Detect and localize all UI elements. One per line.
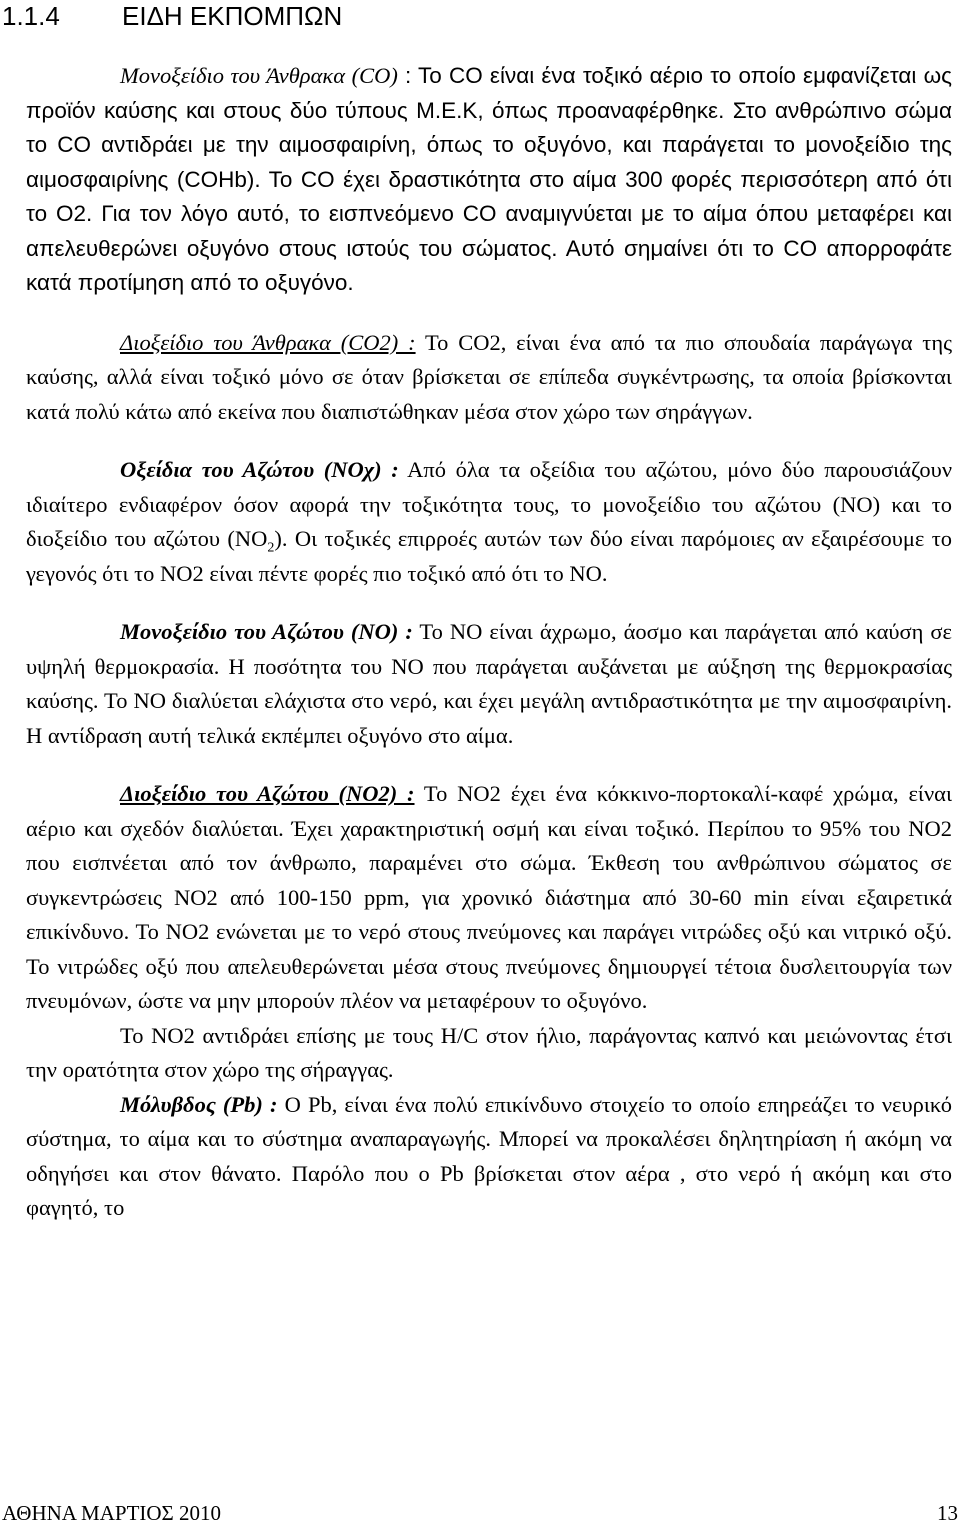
term-co: Μονοξείδιο του Άνθρακα (CO) <box>120 63 398 88</box>
term-pb: Μόλυβδος (Pb) : <box>120 1091 278 1117</box>
text-pb: O Pb, είναι ένα πολύ επικίνδυνο στοιχείο το οποίο επηρεάζει το νευρικό σύστημα, το αίμα και το σύστημα αναπαραγωγής. Μπορεί να προκαλέσει δηλητηρίαση ή ακόμη να οδηγήσει και στον θάνατο. Παρόλο που ο Pb βρίσκεται στον αέρα , στο νερό ή ακόμη και στο φαγητό, το <box>26 1091 952 1220</box>
subscript-2: 2 <box>267 540 275 556</box>
text-no: Το NO είναι άχρωμο, άοσμο και παράγεται από καύση σε υψηλή θερμοκρασία. Η ποσότητα του NO που παράγεται αυξάνεται με αύξηση της θερμοκρασίας καύσης. Το NO διαλύεται ελάχιστα στο νερό, και έχει μεγάλη αντιδραστικότητα με την αιμοσφαιρίνη. Η αντίδραση αυτή τελικά εκπέμπει οξυγόνο στο αίμα. <box>26 619 952 748</box>
text-nox-2: ). Οι τοξικές επιρροές αυτών των δύο είναι παρόμοιες αν εξαιρέσουμε το γεγονός ότι το NO2 είναι πέντε φορές πιο τοξικό από ότι το NO. <box>26 526 952 586</box>
term-no2: Διοξείδιο του Αζώτου (NO2) : <box>120 781 415 806</box>
paragraph-pb <box>26 1088 952 1226</box>
section-title: ΕΙΔΗ ΕΚΠΟΜΠΩΝ <box>122 1 343 31</box>
paragraph-co2 <box>26 326 952 430</box>
footer-text: ΑΘΗΝΑ ΜΑΡΤΙΟΣ 2010 <box>2 1501 222 1525</box>
section-heading <box>2 0 342 32</box>
paragraph-nox <box>26 453 952 591</box>
page-footer <box>2 1500 958 1526</box>
term-no: Μονοξείδιο του Αζώτου (NO) : <box>120 619 413 644</box>
paragraph-co <box>26 59 952 301</box>
text-nox-1: Από όλα τα οξείδια του αζώτου, μόνο δύο παρουσιάζουν ιδιαίτερο ενδιαφέρον όσον αφορά την τοξικότητα τους, το μονοξείδιο του αζώτου (NO) και το διοξείδιο του αζώτου (NO <box>26 457 952 551</box>
text-co: : Το CO είναι ένα τοξικό αέριο το οποίο εμφανίζεται ως προϊόν καύσης και στους δύο τύπους Μ.Ε.Κ, όπως προαναφέρθηκε. Στο ανθρώπινο σώμα το CO αντιδράει με την αιμοσφαιρίνη, όπως το οξυγόνο, και παράγεται το μονοξείδιο της αιμοσφαιρίνης (COHb). Το CO έχει δραστικότητα στο αίμα 300 φορές περισσότερη από ότι το O2. Για τον λόγο αυτό, το εισπνεόμενο CO αναμιγνύεται με το αίμα όπου μεταφέρει και απελευθερώνει οξυγόνο στους ιστούς του σώματος. Αυτό σημαίνει ότι το CO απορροφάτε κατά προτίμηση από το οξυγόνο. <box>26 63 953 295</box>
section-number: 1.1.4 <box>2 1 60 31</box>
term-co2: Διοξείδιο του Άνθρακα (CO2) : <box>120 329 416 355</box>
paragraph-no2-continued: Το NO2 αντιδράει επίσης με τους H/C στον ήλιο, παράγοντας καπνό και μειώνοντας έτσι την ορατότητα στον χώρο της σήραγγας. <box>26 1022 952 1082</box>
document-body <box>26 59 952 1226</box>
page-number: 13 <box>937 1501 958 1525</box>
text-no2: Το NO2 έχει ένα κόκκινο-πορτοκαλί-καφέ χρώμα, είναι αέριο και σχεδόν διαλύεται. Έχει χαρακτηριστική οσμή και είναι τοξικό. Περίπου το 95% του NO2 που εισπνέεται από τον άνθρωπο, παραμένει στο σώμα. Έκθεση του ανθρώπινου σώματος σε συγκεντρώσεις NO2 από 100-150 ppm, για χρονικό διάστημα από 30-60 min είναι εξαιρετικά επικίνδυνο. Το NO2 ενώνεται με το νερό στους πνεύμονες και παράγει νιτρώδες οξύ και νιτρικό οξύ. Το νιτρώδες οξύ που απελευθερώνεται μέσα στους πνεύμονες δημιουργεί τέτοια δυσλειτουργία των πνευμόνων, ώστε να μην μπορούν πλέον να μεταφέρουν το οξυγόνο. <box>26 781 952 1013</box>
text-co2: Το CO2, είναι ένα από τα πιο σπουδαία παράγωγα της καύσης, αλλά είναι τοξικό μόνο σε όταν βρίσκεται σε επίπεδα συγκέντρωσης, τα οποία βρίσκονται κατά πολύ κάτω από εκείνα που διαπιστώθηκαν μέσα στον χώρο των σηράγγων. <box>26 329 953 424</box>
paragraph-no <box>26 615 952 753</box>
term-nox: Οξείδια του Αζώτου (NOχ) : <box>120 457 399 482</box>
paragraph-no2 <box>26 777 952 1019</box>
